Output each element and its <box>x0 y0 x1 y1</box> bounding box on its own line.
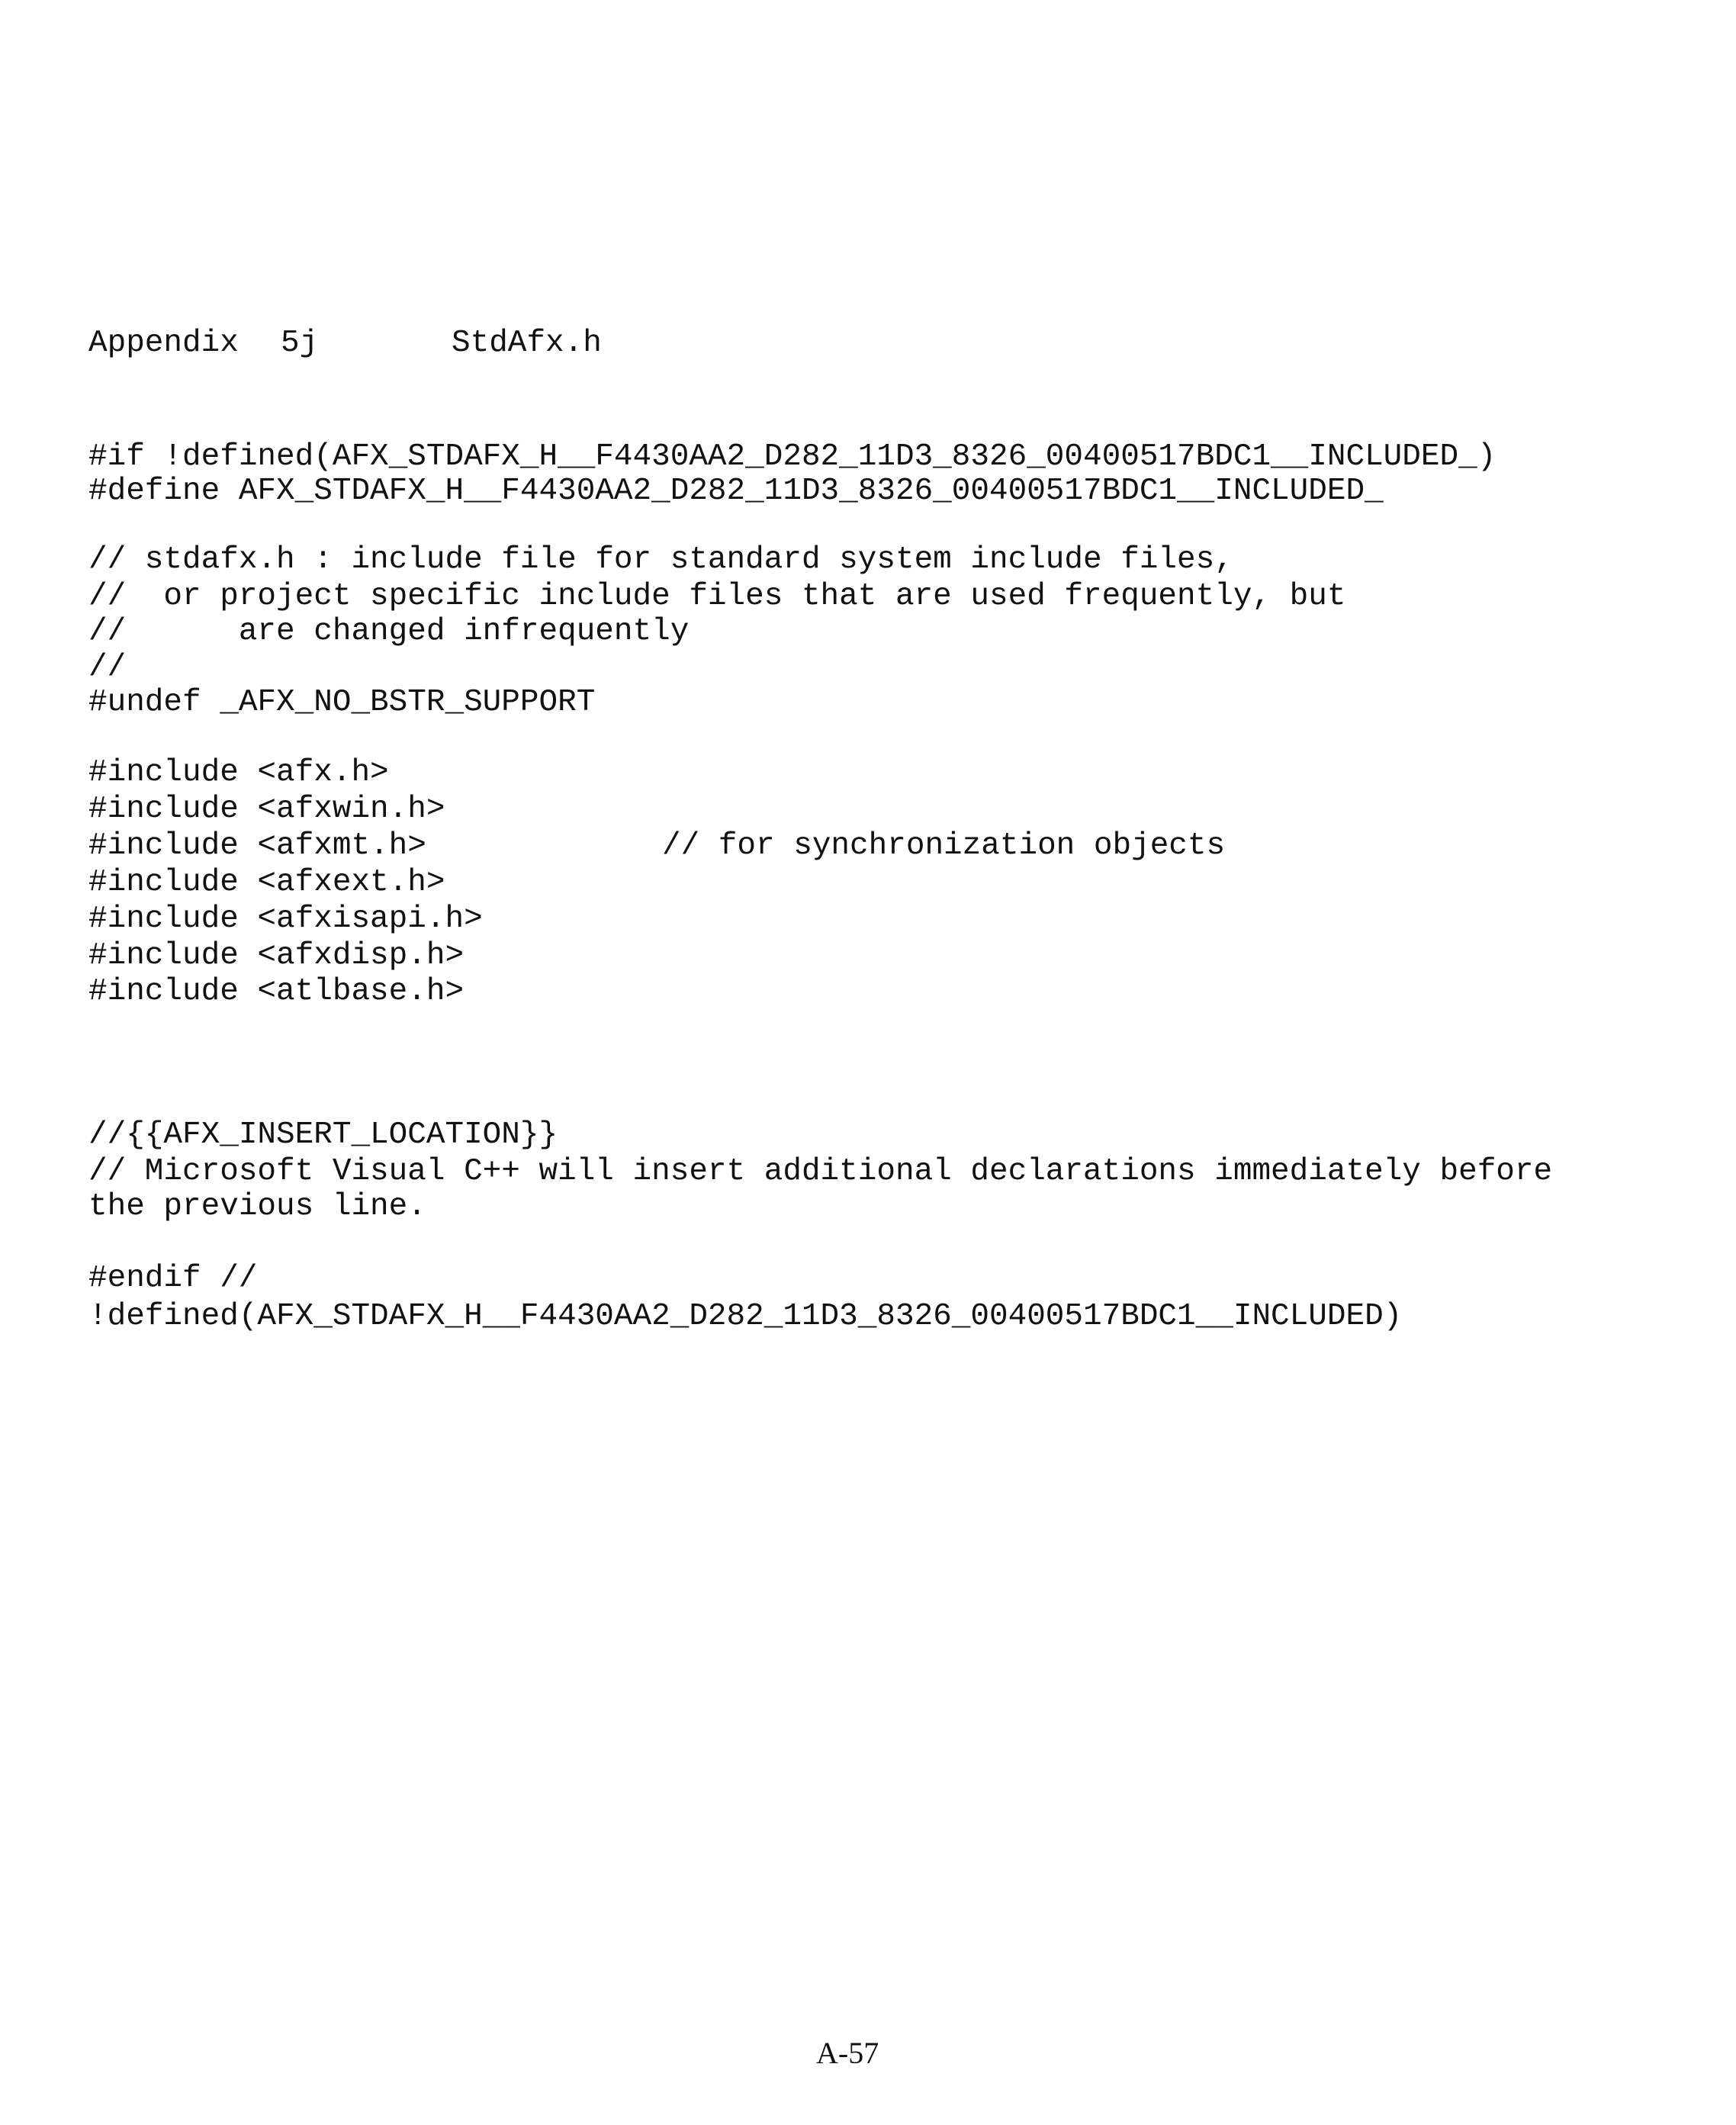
code-endif-comment: !defined(AFX_STDAFX_H__F4430AA2_D282_11D3_8326_00400517BDC1__INCLUDED) <box>88 1297 1402 1336</box>
code-comment: // stdafx.h : include file for standard system include files, <box>88 541 1233 579</box>
code-include: #include <afxmt.h> <box>88 827 426 865</box>
page-number: A-57 <box>816 2035 879 2071</box>
code-afxmt-comment: // for synchronization objects <box>662 827 1225 865</box>
code-include: #include <afxisapi.h> <box>88 900 483 938</box>
code-if-line: #if !defined(AFX_STDAFX_H__F4430AA2_D282_11D3_8326_00400517BDC1__INCLUDED_) <box>88 438 1496 476</box>
code-endif-line: #endif // <box>88 1259 257 1297</box>
code-define-line: #define AFX_STDAFX_H__F4430AA2_D282_11D3_8326_00400517BDC1__INCLUDED_ <box>88 472 1384 510</box>
code-undef-line: #undef _AFX_NO_BSTR_SUPPORT <box>88 683 595 722</box>
code-insert-comment-continued: the previous line. <box>88 1188 426 1226</box>
appendix-label: Appendix <box>88 324 239 362</box>
code-include: #include <atlbase.h> <box>88 972 464 1011</box>
code-comment: // are changed infrequently <box>88 612 689 651</box>
code-insert-location: //{{AFX_INSERT_LOCATION}} <box>88 1116 558 1154</box>
appendix-number: 5j <box>281 324 318 362</box>
code-insert-comment: // Microsoft Visual C++ will insert additional declarations immediately before <box>88 1153 1552 1191</box>
code-comment: // <box>88 648 126 686</box>
code-include: #include <afxext.h> <box>88 863 445 902</box>
code-include: #include <afxdisp.h> <box>88 937 464 975</box>
code-include: #include <afxwin.h> <box>88 790 445 828</box>
code-include: #include <afx.h> <box>88 754 389 792</box>
code-comment: // or project specific include files that are used frequently, but <box>88 577 1345 616</box>
appendix-filename: StdAfx.h <box>452 324 602 362</box>
